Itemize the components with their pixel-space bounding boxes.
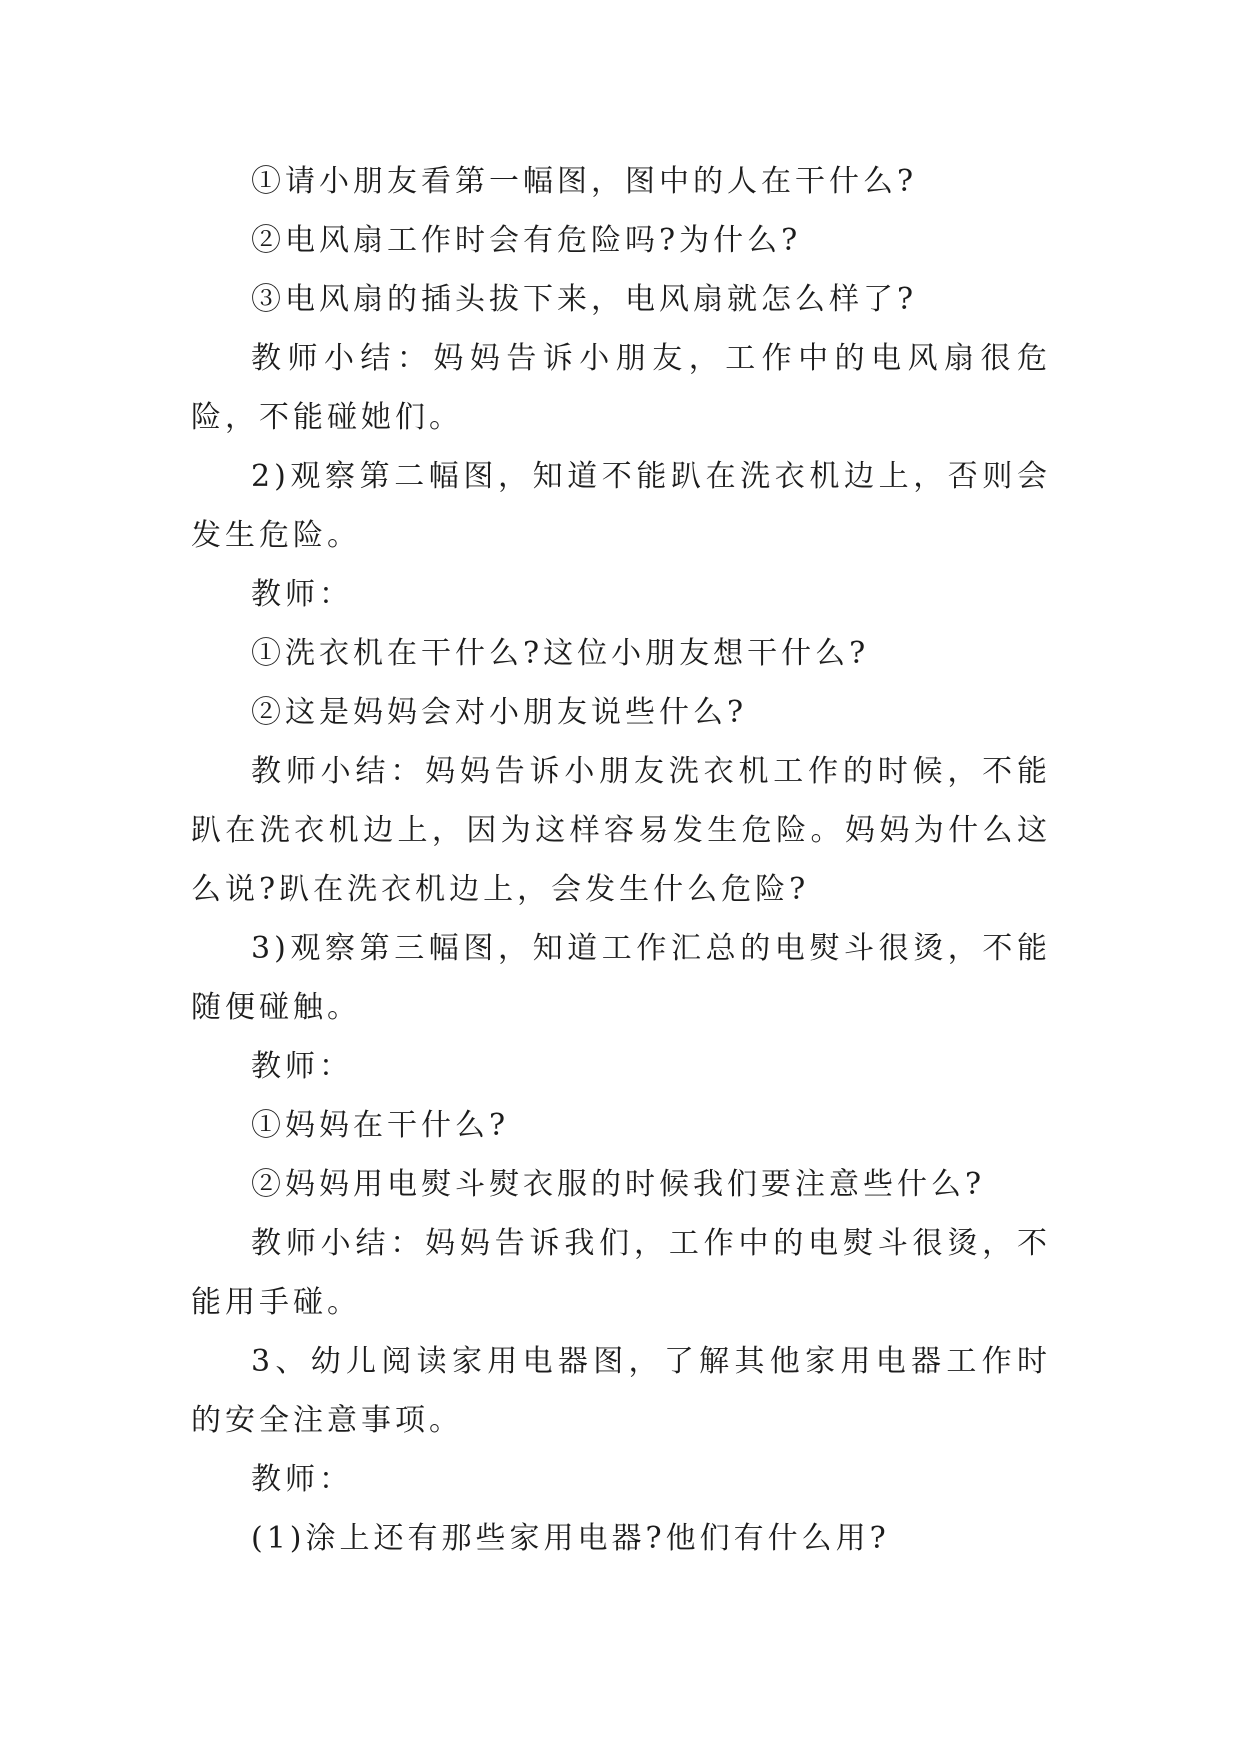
question-iron-1: ①妈妈在干什么? (251, 1108, 510, 1143)
question-appliances-1: (1)涂上还有那些家用电器?他们有什么用? (251, 1521, 890, 1556)
teacher-label-3: 教师： (251, 1462, 353, 1497)
teacher-summary-3: 教师小结：妈妈告诉我们，工作中的电熨斗很烫，不能用手碰。 (191, 1226, 1051, 1320)
step-3-heading: 3)观察第三幅图，知道工作汇总的电熨斗很烫，不能随便碰触。 (191, 931, 1051, 1025)
teacher-summary-2: 教师小结：妈妈告诉小朋友洗衣机工作的时候，不能趴在洗衣机边上，因为这样容易发生危险。妈妈为什么这么说?趴在洗衣机边上，会发生什么危险? (191, 754, 1051, 907)
teacher-summary-1: 教师小结：妈妈告诉小朋友，工作中的电风扇很危险，不能碰她们。 (191, 341, 1051, 435)
step-2-heading: 2)观察第二幅图，知道不能趴在洗衣机边上，否则会发生危险。 (191, 459, 1051, 553)
question-1-text: ①请小朋友看第一幅图，图中的人在干什么? (251, 164, 918, 199)
question-iron-2: ②妈妈用电熨斗熨衣服的时候我们要注意些什么? (251, 1167, 986, 1202)
document-body (191, 152, 1051, 1568)
section-3-heading: 3、幼儿阅读家用电器图，了解其他家用电器工作时的安全注意事项。 (191, 1344, 1051, 1438)
teacher-label-2: 教师： (251, 1049, 353, 1084)
question-3-text: ③电风扇的插头拔下来，电风扇就怎么样了? (251, 282, 918, 317)
question-washer-2: ②这是妈妈会对小朋友说些什么? (251, 695, 748, 730)
question-2-text: ②电风扇工作时会有危险吗?为什么? (251, 223, 802, 258)
question-washer-1: ①洗衣机在干什么?这位小朋友想干什么? (251, 636, 870, 671)
teacher-label-1: 教师： (251, 577, 353, 612)
